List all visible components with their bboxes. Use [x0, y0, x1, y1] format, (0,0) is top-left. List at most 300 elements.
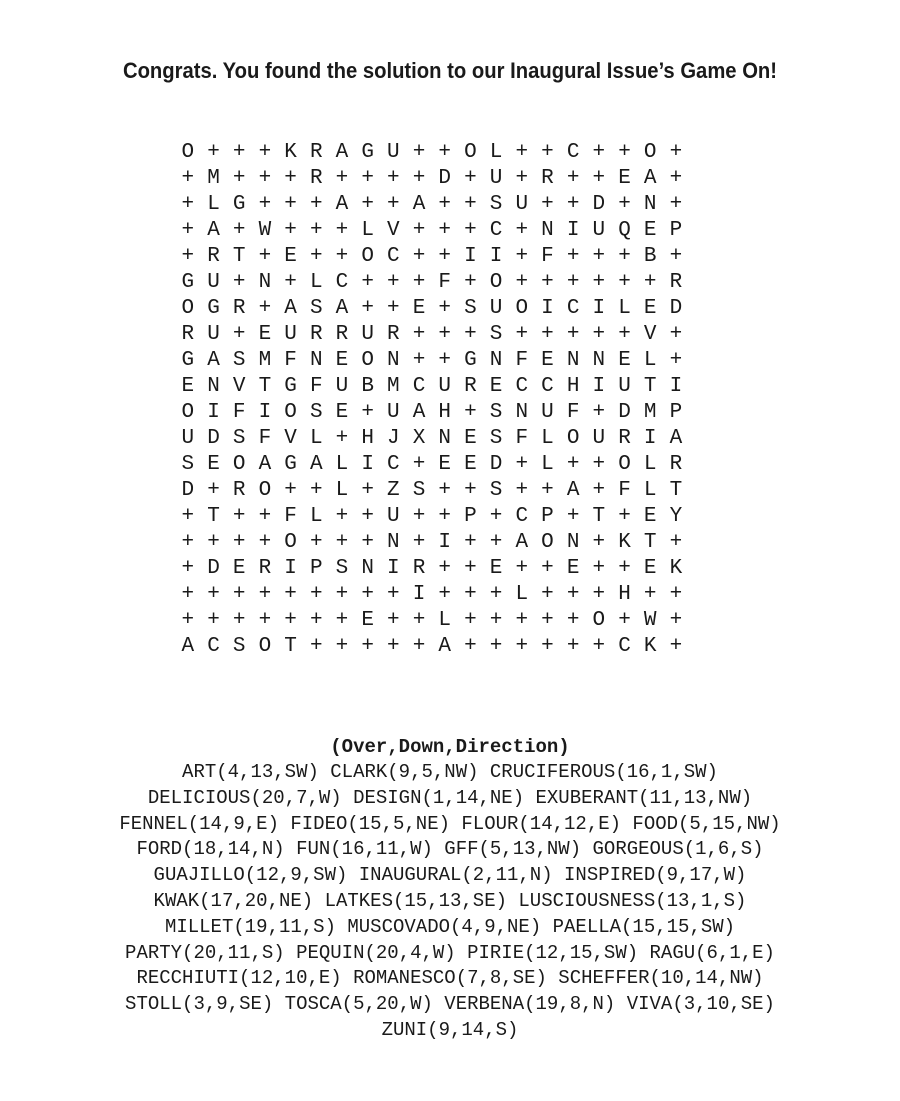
grid-cell: S — [412, 479, 426, 502]
grid-cell: + — [335, 219, 349, 242]
grid-cell: I — [412, 583, 426, 606]
grid-cell: O — [284, 401, 297, 424]
grid-cell: + — [515, 167, 529, 190]
grid-cell: + — [438, 583, 452, 606]
grid-cell: F — [438, 271, 452, 294]
grid-cell: + — [618, 505, 631, 528]
grid-cell: F — [284, 505, 297, 528]
grid-cell: + — [438, 245, 452, 268]
grid-cell: + — [592, 531, 606, 554]
grid-cell: + — [438, 349, 452, 372]
grid-cell: + — [489, 583, 503, 606]
grid-cell: L — [643, 349, 657, 372]
grid-cell: + — [643, 271, 657, 294]
grid-cell: + — [618, 271, 631, 294]
grid-cell: S — [489, 479, 503, 502]
grid-cell: U — [387, 505, 400, 528]
grid-cell: + — [566, 583, 580, 606]
grid-cell: + — [387, 297, 400, 320]
grid-cell: E — [464, 427, 477, 450]
grid-cell: O — [361, 245, 374, 268]
grid-cell: O — [643, 141, 657, 164]
grid-cell: C — [541, 375, 554, 398]
grid-cell: + — [412, 609, 426, 632]
grid-cell: + — [438, 557, 452, 580]
grid-cell: I — [361, 453, 374, 476]
grid-cell: + — [489, 505, 503, 528]
grid-cell: + — [387, 635, 400, 658]
grid-cell: + — [515, 453, 529, 476]
grid-cell: N — [489, 349, 503, 372]
grid-cell: + — [541, 557, 554, 580]
grid-cell: D — [207, 427, 220, 450]
grid-cell: N — [592, 349, 606, 372]
grid-row — [175, 530, 735, 556]
grid-cell: + — [412, 349, 426, 372]
grid-cell: + — [232, 505, 246, 528]
grid-cell: + — [412, 323, 426, 346]
grid-cell: W — [258, 219, 272, 242]
grid-cell: + — [515, 479, 529, 502]
grid-cell: X — [412, 427, 426, 450]
grid-cell: E — [489, 557, 503, 580]
grid-cell: I — [207, 401, 220, 424]
grid-cell: F — [515, 427, 529, 450]
grid-cell: N — [361, 557, 374, 580]
grid-cell: + — [309, 479, 323, 502]
grid-cell: N — [387, 349, 400, 372]
grid-cell: + — [412, 271, 426, 294]
grid-cell: L — [309, 427, 323, 450]
grid-cell: T — [232, 245, 246, 268]
grid-cell: + — [669, 583, 683, 606]
grid-cell: N — [541, 219, 554, 242]
grid-cell: S — [181, 453, 195, 476]
grid-row — [175, 140, 735, 166]
grid-cell: + — [643, 583, 657, 606]
grid-cell: F — [541, 245, 554, 268]
grid-cell: + — [284, 479, 297, 502]
grid-cell: E — [643, 219, 657, 242]
grid-cell: O — [284, 531, 297, 554]
grid-cell: + — [361, 531, 374, 554]
grid-cell: O — [181, 141, 195, 164]
grid-cell: I — [541, 297, 554, 320]
grid-cell: I — [284, 557, 297, 580]
grid-cell: C — [489, 219, 503, 242]
grid-cell: + — [464, 635, 477, 658]
grid-cell: L — [643, 479, 657, 502]
grid-cell: I — [643, 427, 657, 450]
grid-row — [175, 478, 735, 504]
grid-cell: F — [618, 479, 631, 502]
grid-cell: + — [592, 557, 606, 580]
grid-cell: A — [412, 401, 426, 424]
grid-cell: + — [541, 635, 554, 658]
grid-cell: R — [258, 557, 272, 580]
grid-cell: L — [309, 505, 323, 528]
grid-cell: + — [489, 635, 503, 658]
grid-cell: + — [232, 167, 246, 190]
grid-cell: + — [361, 479, 374, 502]
grid-cell: R — [669, 453, 683, 476]
grid-cell: O — [566, 427, 580, 450]
grid-cell: E — [643, 505, 657, 528]
grid-cell: E — [412, 297, 426, 320]
grid-cell: O — [361, 349, 374, 372]
answer-key-line: PARTY(20,11,S) PEQUIN(20,4,W) PIRIE(12,15,SW) RAGU(6,1,E) — [125, 941, 775, 964]
grid-cell: + — [232, 219, 246, 242]
answer-key-line: MILLET(19,11,S) MUSCOVADO(4,9,NE) PAELLA(15,15,SW) — [164, 915, 736, 938]
grid-cell: C — [515, 505, 529, 528]
grid-cell: T — [643, 531, 657, 554]
grid-cell: + — [566, 323, 580, 346]
grid-cell: + — [464, 583, 477, 606]
grid-cell: L — [361, 219, 374, 242]
grid-cell: + — [464, 193, 477, 216]
grid-cell: R — [309, 323, 323, 346]
grid-cell: U — [335, 375, 349, 398]
grid-cell: + — [592, 245, 606, 268]
grid-cell: V — [643, 323, 657, 346]
grid-cell: I — [258, 401, 272, 424]
grid-row — [175, 426, 735, 452]
grid-cell: A — [669, 427, 683, 450]
grid-cell: F — [566, 401, 580, 424]
grid-cell: + — [669, 635, 683, 658]
grid-cell: + — [515, 219, 529, 242]
grid-cell: Q — [618, 219, 631, 242]
grid-cell: G — [464, 349, 477, 372]
grid-cell: E — [566, 557, 580, 580]
grid-cell: L — [489, 141, 503, 164]
grid-cell: M — [207, 167, 220, 190]
grid-cell: + — [412, 453, 426, 476]
grid-cell: + — [464, 401, 477, 424]
grid-cell: N — [309, 349, 323, 372]
grid-cell: + — [284, 193, 297, 216]
grid-cell: + — [207, 141, 220, 164]
grid-cell: R — [232, 297, 246, 320]
grid-cell: E — [207, 453, 220, 476]
grid-cell: Y — [669, 505, 683, 528]
grid-cell: F — [232, 401, 246, 424]
grid-cell: P — [309, 557, 323, 580]
grid-cell: S — [309, 401, 323, 424]
grid-cell: U — [515, 193, 529, 216]
grid-cell: V — [387, 219, 400, 242]
grid-cell: + — [335, 245, 349, 268]
grid-cell: P — [541, 505, 554, 528]
grid-cell: + — [309, 609, 323, 632]
grid-cell: C — [207, 635, 220, 658]
grid-cell: + — [181, 609, 195, 632]
grid-cell: O — [232, 453, 246, 476]
grid-cell: N — [566, 531, 580, 554]
grid-cell: H — [618, 583, 631, 606]
grid-cell: + — [489, 609, 503, 632]
grid-row — [175, 218, 735, 244]
grid-cell: G — [284, 375, 297, 398]
grid-cell: C — [387, 245, 400, 268]
grid-row — [175, 296, 735, 322]
answer-key-list — [0, 760, 900, 1044]
grid-cell: + — [387, 167, 400, 190]
grid-cell: S — [489, 193, 503, 216]
grid-cell: O — [464, 141, 477, 164]
answer-key — [0, 734, 900, 1044]
grid-cell: + — [566, 271, 580, 294]
grid-cell: R — [335, 323, 349, 346]
grid-cell: L — [335, 479, 349, 502]
answer-key-line: DELICIOUS(20,7,W) DESIGN(1,14,NE) EXUBERANT(11,13,NW) — [147, 786, 753, 809]
grid-cell: O — [618, 453, 631, 476]
answer-key-line: KWAK(17,20,NE) LATKES(15,13,SE) LUSCIOUSNESS(13,1,S) — [153, 889, 747, 912]
grid-cell: + — [566, 609, 580, 632]
grid-cell: + — [464, 271, 477, 294]
grid-cell: U — [489, 297, 503, 320]
grid-cell: + — [669, 245, 683, 268]
grid-cell: G — [284, 453, 297, 476]
answer-key-line: GUAJILLO(12,9,SW) INAUGURAL(2,11,N) INSPIRED(9,17,W) — [153, 864, 747, 887]
grid-cell: S — [232, 349, 246, 372]
grid-cell: + — [387, 193, 400, 216]
grid-cell: D — [669, 297, 683, 320]
grid-cell: + — [438, 323, 452, 346]
grid-cell: + — [515, 323, 529, 346]
grid-cell: + — [592, 323, 606, 346]
grid-cell: + — [515, 271, 529, 294]
grid-cell: A — [335, 193, 349, 216]
grid-cell: A — [335, 297, 349, 320]
grid-row — [175, 582, 735, 608]
grid-cell: + — [592, 583, 606, 606]
grid-cell: S — [232, 635, 246, 658]
grid-cell: I — [464, 245, 477, 268]
grid-cell: V — [284, 427, 297, 450]
grid-cell: R — [618, 427, 631, 450]
grid-cell: R — [387, 323, 400, 346]
grid-cell: O — [181, 297, 195, 320]
grid-cell: + — [515, 245, 529, 268]
grid-cell: + — [361, 583, 374, 606]
grid-cell: A — [207, 349, 220, 372]
answer-key-line: FENNEL(14,9,E) FIDEO(15,5,NE) FLOUR(14,12,E) FOOD(5,15,NW) — [119, 812, 781, 835]
grid-cell: + — [232, 609, 246, 632]
grid-cell: P — [669, 219, 683, 242]
grid-cell: N — [258, 271, 272, 294]
grid-cell: + — [284, 583, 297, 606]
answer-key-line: RECCHIUTI(12,10,E) ROMANESCO(7,8,SE) SCHEFFER(10,14,NW) — [136, 967, 764, 990]
grid-cell: + — [464, 219, 477, 242]
grid-cell: + — [541, 479, 554, 502]
grid-cell: E — [361, 609, 374, 632]
grid-cell: E — [335, 349, 349, 372]
answer-key-line: STOLL(3,9,SE) TOSCA(5,20,W) VERBENA(19,8,N) VIVA(3,10,SE) — [125, 993, 775, 1016]
grid-cell: E — [438, 453, 452, 476]
grid-cell: + — [284, 609, 297, 632]
grid-row — [175, 634, 735, 660]
grid-cell: + — [464, 531, 477, 554]
grid-cell: + — [566, 505, 580, 528]
grid-cell: R — [464, 375, 477, 398]
grid-cell: + — [618, 193, 631, 216]
grid-cell: + — [387, 271, 400, 294]
grid-cell: J — [387, 427, 400, 450]
grid-cell: + — [335, 583, 349, 606]
grid-cell: E — [489, 375, 503, 398]
grid-cell: U — [592, 219, 606, 242]
grid-cell: R — [309, 167, 323, 190]
grid-cell: + — [438, 505, 452, 528]
grid-cell: + — [464, 609, 477, 632]
grid-cell: A — [412, 193, 426, 216]
grid-cell: + — [669, 167, 683, 190]
grid-cell: I — [592, 375, 606, 398]
grid-cell: K — [618, 531, 631, 554]
grid-cell: U — [181, 427, 195, 450]
grid-cell: + — [258, 583, 272, 606]
grid-cell: C — [566, 141, 580, 164]
grid-cell: M — [258, 349, 272, 372]
grid-cell: A — [258, 453, 272, 476]
answer-key-line: ART(4,13,SW) CLARK(9,5,NW) CRUCIFEROUS(16,1,SW) — [182, 761, 718, 783]
grid-cell: I — [592, 297, 606, 320]
grid-cell: D — [489, 453, 503, 476]
grid-cell: + — [361, 505, 374, 528]
grid-cell: M — [387, 375, 400, 398]
grid-cell: D — [207, 557, 220, 580]
grid-cell: A — [515, 531, 529, 554]
grid-cell: D — [438, 167, 452, 190]
grid-cell: F — [309, 375, 323, 398]
grid-cell: L — [618, 297, 631, 320]
grid-cell: + — [258, 245, 272, 268]
grid-cell: + — [387, 583, 400, 606]
grid-cell: N — [643, 193, 657, 216]
grid-cell: H — [566, 375, 580, 398]
grid-cell: E — [232, 557, 246, 580]
grid-cell: + — [335, 505, 349, 528]
grid-cell: I — [566, 219, 580, 242]
grid-cell: C — [387, 453, 400, 476]
grid-cell: E — [335, 401, 349, 424]
grid-cell: R — [412, 557, 426, 580]
grid-cell: N — [387, 531, 400, 554]
grid-cell: U — [387, 141, 400, 164]
answer-key-header: (Over,Down,Direction) — [330, 736, 570, 758]
page-title: Congrats. You found the solution to our Inaugural Issue’s Game On! — [122, 58, 778, 83]
grid-cell: + — [258, 141, 272, 164]
grid-cell: + — [541, 583, 554, 606]
grid-cell: U — [618, 375, 631, 398]
grid-row — [175, 348, 735, 374]
grid-cell: + — [309, 193, 323, 216]
grid-cell: B — [643, 245, 657, 268]
answer-key-line: FORD(18,14,N) FUN(16,11,W) GFF(5,13,NW) GORGEOUS(1,6,S) — [136, 838, 764, 861]
grid-cell: + — [335, 531, 349, 554]
grid-cell: + — [181, 167, 195, 190]
grid-cell: + — [361, 297, 374, 320]
grid-cell: + — [566, 193, 580, 216]
grid-cell: H — [361, 427, 374, 450]
grid-cell: R — [541, 167, 554, 190]
grid-cell: + — [438, 297, 452, 320]
grid-cell: + — [412, 219, 426, 242]
grid-cell: + — [541, 193, 554, 216]
grid-cell: U — [438, 375, 452, 398]
grid-cell: + — [284, 167, 297, 190]
grid-cell: + — [412, 505, 426, 528]
grid-cell: + — [181, 219, 195, 242]
grid-cell: A — [181, 635, 195, 658]
grid-cell: T — [643, 375, 657, 398]
grid-cell: + — [464, 323, 477, 346]
grid-cell: L — [541, 453, 554, 476]
grid-cell: + — [592, 167, 606, 190]
grid-cell: + — [464, 479, 477, 502]
grid-row — [175, 608, 735, 634]
grid-cell: O — [258, 479, 272, 502]
grid-cell: N — [515, 401, 529, 424]
grid-cell: + — [232, 271, 246, 294]
grid-cell: + — [464, 557, 477, 580]
grid-cell: B — [361, 375, 374, 398]
grid-cell: V — [232, 375, 246, 398]
grid-cell: G — [207, 297, 220, 320]
grid-cell: + — [309, 531, 323, 554]
grid-cell: + — [669, 531, 683, 554]
grid-cell: A — [566, 479, 580, 502]
grid-cell: + — [669, 609, 683, 632]
grid-cell: + — [361, 271, 374, 294]
grid-cell: S — [489, 323, 503, 346]
grid-cell: U — [207, 323, 220, 346]
grid-cell: L — [438, 609, 452, 632]
grid-cell: + — [232, 323, 246, 346]
grid-row — [175, 452, 735, 478]
grid-cell: + — [309, 583, 323, 606]
grid-cell: + — [541, 609, 554, 632]
grid-cell: + — [361, 401, 374, 424]
grid-cell: F — [284, 349, 297, 372]
grid-cell: U — [207, 271, 220, 294]
grid-cell: O — [592, 609, 606, 632]
grid-cell: C — [618, 635, 631, 658]
grid-cell: + — [335, 635, 349, 658]
grid-cell: C — [335, 271, 349, 294]
grid-cell: + — [438, 479, 452, 502]
grid-cell: A — [643, 167, 657, 190]
grid-cell: I — [669, 375, 683, 398]
grid-cell: G — [181, 271, 195, 294]
grid-cell: + — [207, 609, 220, 632]
grid-cell: + — [592, 453, 606, 476]
grid-cell: E — [618, 167, 631, 190]
grid-cell: + — [669, 193, 683, 216]
grid-cell: Z — [387, 479, 400, 502]
grid-cell: U — [489, 167, 503, 190]
grid-cell: + — [464, 167, 477, 190]
grid-cell: T — [284, 635, 297, 658]
grid-cell: A — [438, 635, 452, 658]
grid-cell: K — [284, 141, 297, 164]
grid-cell: + — [181, 193, 195, 216]
grid-row — [175, 244, 735, 270]
grid-cell: C — [515, 375, 529, 398]
grid-cell: + — [541, 141, 554, 164]
grid-cell: S — [489, 401, 503, 424]
